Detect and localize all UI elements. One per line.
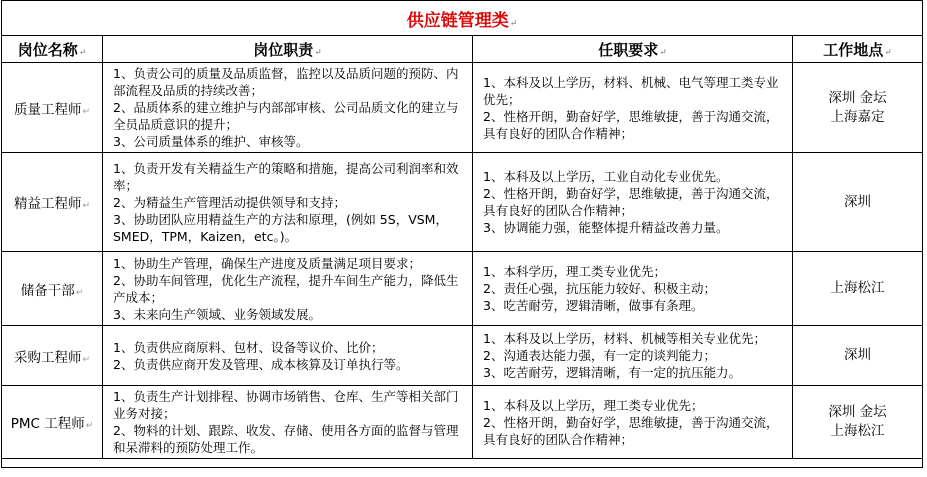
duties-cell: 1、负责生产计划排程、协调市场销售、仓库、生产等相关部门业务对接； 2、物料的计划、跟踪、收发、存储、使用各方面的监督与管理和呆滞料的预防处理工作。 <box>103 386 473 459</box>
position-name: 精益工程师↵ <box>2 153 103 252</box>
table-title: 供应链管理类↵ <box>2 1 923 36</box>
table-row <box>2 459 923 468</box>
location-cell: 上海松江 <box>793 252 923 326</box>
position-name: 储备干部↵ <box>2 252 103 326</box>
table-row <box>2 153 923 252</box>
requirements-cell: 1、本科学历，理工类专业优先； 2、责任心强，抗压能力较好、积极主动； 3、吃苦耐劳，逻辑清晰，做事有条理。 <box>473 252 793 326</box>
location-cell: 深圳 <box>793 153 923 252</box>
position-name: 采购工程师↵ <box>2 326 103 386</box>
duties-cell: 1、负责公司的质量及品质监督，监控以及品质问题的预防、内部流程及品质的持续改善； 2、品质体系的建立维护与内部部审核、公司品质文化的建立与全员品质意识的提升； 3、公司质量体系的维护、审核等。 <box>103 63 473 153</box>
table-row <box>2 386 923 459</box>
table-row <box>2 63 923 153</box>
requirements-cell: 1、本科及以上学历，材料、机械等相关专业优先； 2、沟通表达能力强，有一定的谈判能力； 3、吃苦耐劳，逻辑清晰，有一定的抗压能力。 <box>473 326 793 386</box>
empty-row <box>2 459 923 468</box>
location-cell: 深圳 金坛 上海松江 <box>793 386 923 459</box>
location-cell: 深圳 <box>793 326 923 386</box>
table-row <box>2 326 923 386</box>
header-requirements: 任职要求↵ <box>473 36 793 63</box>
requirements-cell: 1、本科及以上学历，理工类专业优先； 2、性格开朗，勤奋好学，思维敏捷，善于沟通交流，具有良好的团队合作精神； <box>473 386 793 459</box>
requirements-cell: 1、本科及以上学历，工业自动化专业优先。 2、性格开朗，勤奋好学，思维敏捷，善于沟通交流，具有良好的团队合作精神； 3、协调能力强，能整体提升精益改善力量。 <box>473 153 793 252</box>
location-cell: 深圳 金坛 上海嘉定 <box>793 63 923 153</box>
duties-cell: 1、负责供应商原料、包材、设备等议价、比价； 2、负责供应商开发及管理、成本核算及订单执行等。 <box>103 326 473 386</box>
duties-cell: 1、负责开发有关精益生产的策略和措施，提高公司利润率和效率； 2、为精益生产管理活动提供领导和支持； 3、协助团队应用精益生产的方法和原理，(例如 5S，VSM，SMED，TPM，Kaizen，etc。)。 <box>103 153 473 252</box>
duties-cell: 1、协助生产管理，确保生产进度及质量满足项目要求； 2、协助车间管理，优化生产流程，提升车间生产能力，降低生产成本； 3、未来向生产领域、业务领域发展。 <box>103 252 473 326</box>
requirements-cell: 1、本科及以上学历，材料、机械、电气等理工类专业优先； 2、性格开朗，勤奋好学，思维敏捷，善于沟通交流，具有良好的团队合作精神； <box>473 63 793 153</box>
table-row <box>2 252 923 326</box>
position-name: PMC 工程师↵ <box>2 386 103 459</box>
job-table <box>1 0 923 468</box>
position-name: 质量工程师↵ <box>2 63 103 153</box>
header-location: 工作地点↵ <box>793 36 923 63</box>
header-position: 岗位名称↵ <box>2 36 103 63</box>
header-duties: 岗位职责↵ <box>103 36 473 63</box>
